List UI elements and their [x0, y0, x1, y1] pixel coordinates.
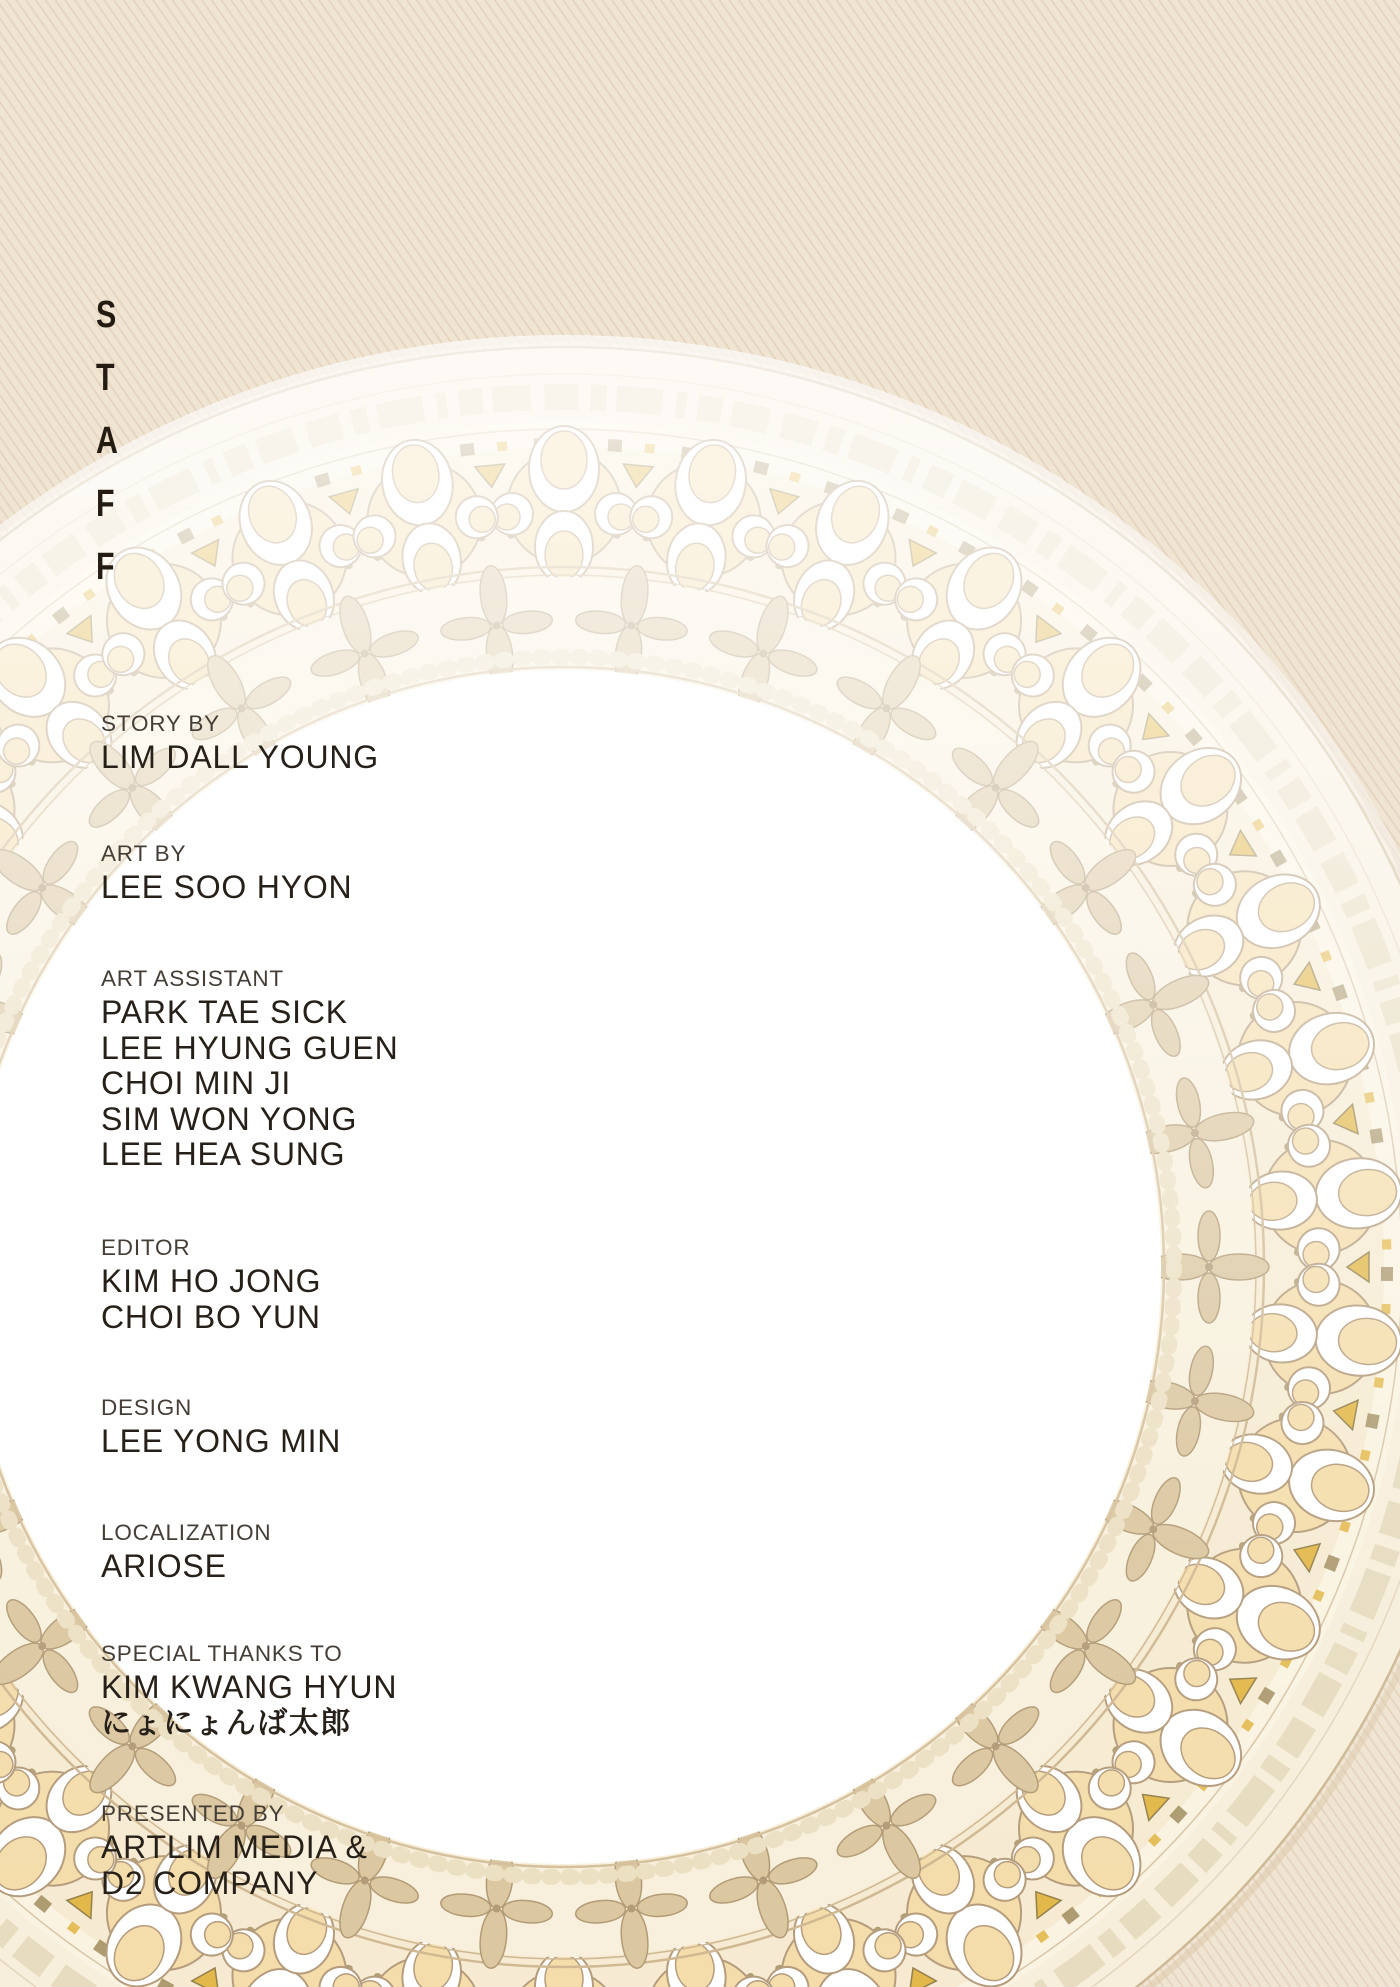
staff-letter: F — [96, 483, 115, 525]
credit-role-label: EDITOR — [101, 1235, 191, 1260]
credit-role-label: DESIGN — [101, 1395, 193, 1420]
credit-section-editor — [101, 1234, 321, 1335]
credit-name: LIM DALL YOUNG — [101, 739, 379, 775]
credit-name: LEE HYUNG GUEN — [101, 1029, 399, 1066]
credit-name: KIM KWANG HYUN — [101, 1669, 398, 1705]
credit-name: SIM WON YONG — [101, 1100, 358, 1137]
credit-section-presented-by — [101, 1800, 368, 1901]
credit-role-label: PRESENTED BY — [101, 1801, 285, 1826]
credit-section-design — [101, 1394, 341, 1460]
credit-name: CHOI MIN JI — [101, 1065, 292, 1101]
credit-role-label: SPECIAL THANKS TO — [101, 1641, 343, 1666]
staff-letter: F — [96, 546, 115, 588]
credit-role-label: STORY BY — [101, 711, 220, 736]
staff-heading — [96, 295, 123, 610]
credit-name: LEE HEA SUNG — [101, 1136, 346, 1172]
credit-name: D2 COMPANY — [101, 1864, 319, 1901]
credit-role-label: ART ASSISTANT — [101, 966, 284, 991]
credit-name: LEE SOO HYON — [101, 869, 353, 905]
staff-letter: S — [96, 294, 117, 336]
credit-name: PARK TAE SICK — [101, 994, 348, 1030]
credit-name: CHOI BO YUN — [101, 1298, 321, 1335]
staff-letter: A — [96, 420, 118, 462]
credit-role-label: ART BY — [101, 841, 187, 866]
staff-letter: T — [96, 357, 115, 399]
credit-name: LEE YONG MIN — [101, 1423, 342, 1459]
credit-section-story-by — [101, 710, 379, 776]
credit-section-art-by — [101, 840, 352, 906]
credit-section-localization — [101, 1519, 271, 1585]
credit-section-art-assistant — [101, 965, 398, 1173]
credit-name: ARTLIM MEDIA & — [101, 1829, 368, 1865]
credit-role-label: LOCALIZATION — [101, 1520, 272, 1545]
credit-name: ARIOSE — [101, 1548, 227, 1584]
credit-name: KIM HO JONG — [101, 1263, 322, 1299]
credit-section-special-thanks — [101, 1640, 397, 1741]
credit-name-japanese: にょにょんば太郎 — [101, 1706, 352, 1740]
